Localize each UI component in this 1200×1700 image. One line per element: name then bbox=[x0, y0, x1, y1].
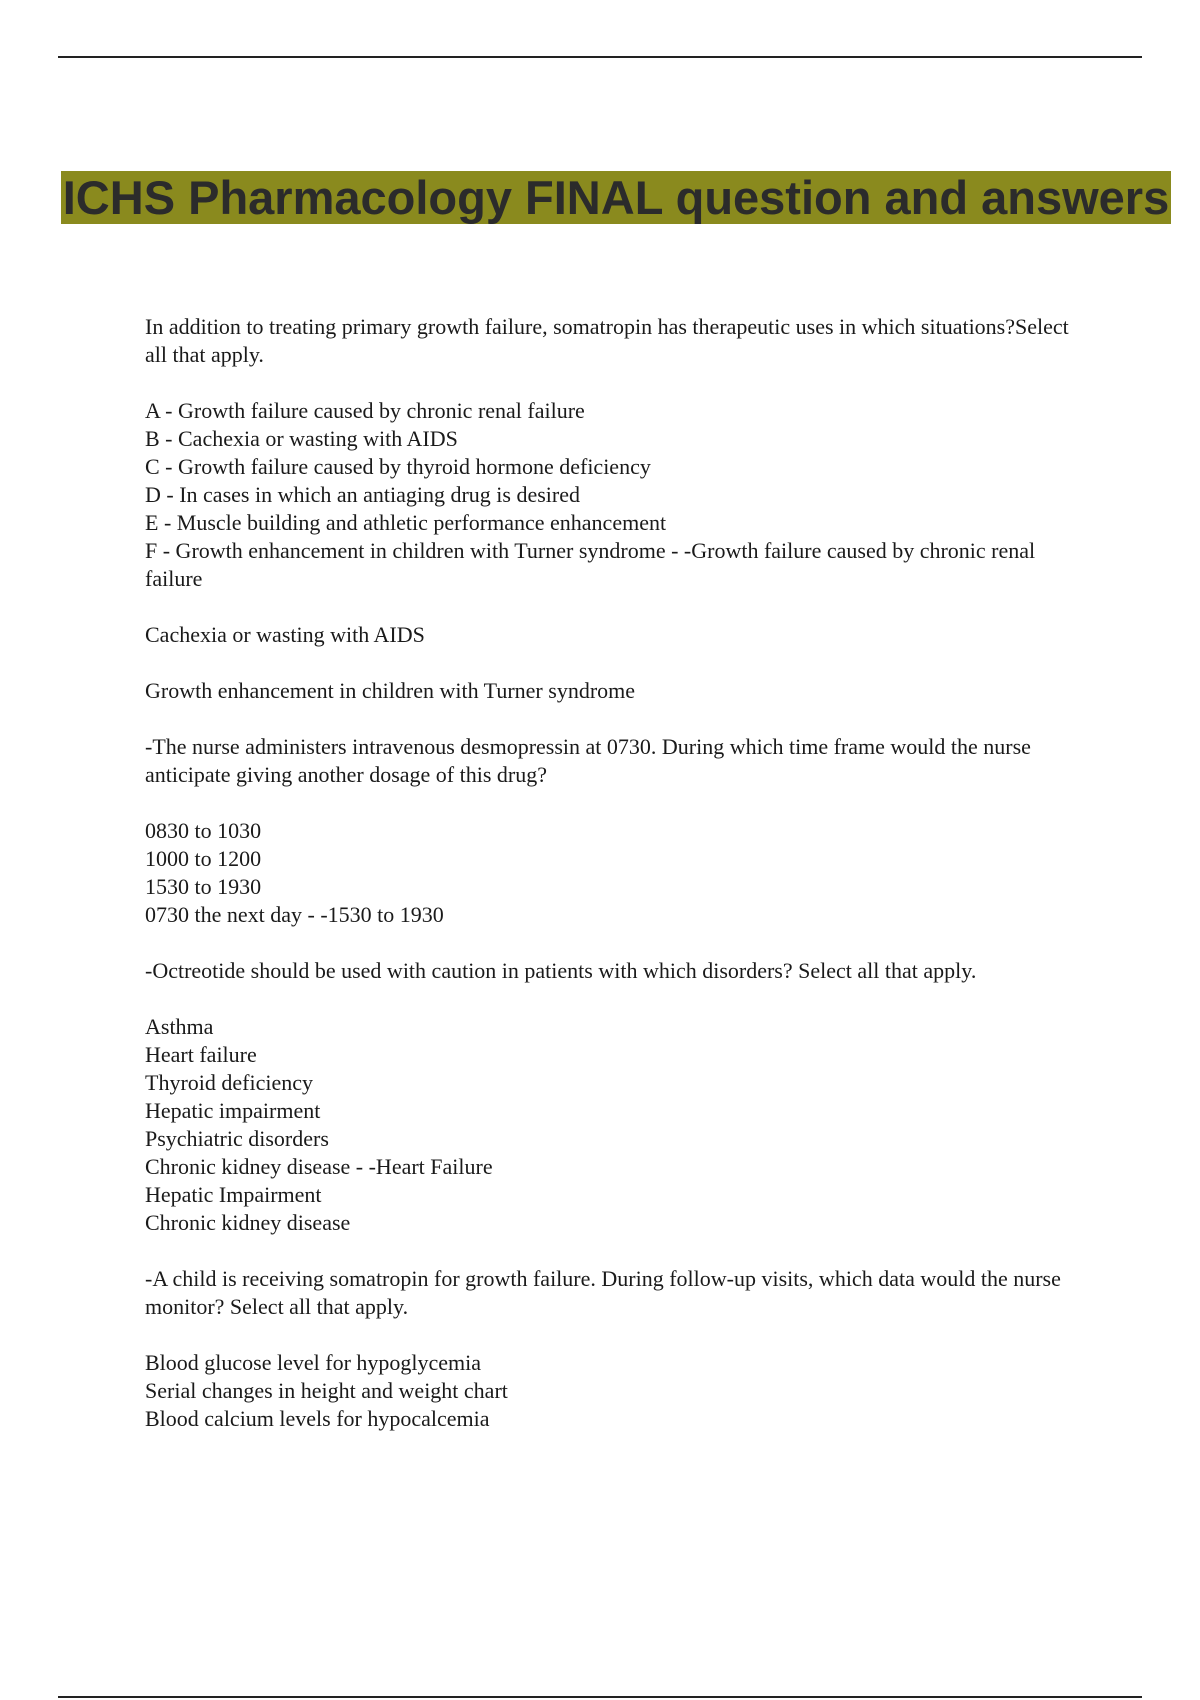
text-line: 0830 to 1030 bbox=[145, 818, 262, 843]
text-block bbox=[145, 677, 1085, 705]
text-line: F - Growth enhancement in children with Turner syndrome - -Growth failure caused by chronic renal failure bbox=[145, 538, 1036, 591]
title-highlight: ICHS Pharmacology FINAL question and answers bbox=[62, 171, 1170, 224]
text-line: Thyroid deficiency bbox=[145, 1070, 313, 1095]
text-block bbox=[145, 1265, 1085, 1321]
text-line: Blood glucose level for hypoglycemia bbox=[145, 1350, 482, 1375]
text-block bbox=[145, 957, 1085, 985]
text-line: Growth enhancement in children with Turner syndrome bbox=[145, 678, 636, 703]
text-line: Heart failure bbox=[145, 1042, 257, 1067]
text-line: 1000 to 1200 bbox=[145, 846, 262, 871]
text-line: Serial changes in height and weight chart bbox=[145, 1378, 508, 1403]
text-line: C - Growth failure caused by thyroid hormone deficiency bbox=[145, 454, 651, 479]
text-block bbox=[145, 817, 1085, 929]
text-line: Chronic kidney disease bbox=[145, 1210, 351, 1235]
text-line: 1530 to 1930 bbox=[145, 874, 262, 899]
document-body bbox=[145, 313, 1085, 1461]
text-line: 0730 the next day - -1530 to 1930 bbox=[145, 902, 444, 927]
text-line: B - Cachexia or wasting with AIDS bbox=[145, 426, 458, 451]
document-title bbox=[60, 170, 1172, 226]
text-line: -The nurse administers intravenous desmopressin at 0730. During which time frame would the nurse anticipate giving another dosage of this drug? bbox=[145, 734, 1031, 787]
text-block bbox=[145, 313, 1085, 369]
text-block bbox=[145, 621, 1085, 649]
bottom-horizontal-rule bbox=[58, 1696, 1142, 1698]
top-horizontal-rule bbox=[58, 56, 1142, 58]
text-line: Chronic kidney disease - -Heart Failure bbox=[145, 1154, 493, 1179]
text-line: A - Growth failure caused by chronic renal failure bbox=[145, 398, 585, 423]
text-line: In addition to treating primary growth failure, somatropin has therapeutic uses in which situations?Select all that apply. bbox=[145, 314, 1069, 367]
text-block bbox=[145, 733, 1085, 789]
text-line: Asthma bbox=[145, 1014, 214, 1039]
text-line: D - In cases in which an antiaging drug is desired bbox=[145, 482, 580, 507]
text-block bbox=[145, 1013, 1085, 1237]
text-line: Psychiatric disorders bbox=[145, 1126, 329, 1151]
text-line: Hepatic impairment bbox=[145, 1098, 321, 1123]
text-block bbox=[145, 397, 1085, 593]
text-line: Blood calcium levels for hypocalcemia bbox=[145, 1406, 490, 1431]
text-line: -A child is receiving somatropin for growth failure. During follow-up visits, which data would the nurse monitor? Select all that apply. bbox=[145, 1266, 1061, 1319]
text-line: Cachexia or wasting with AIDS bbox=[145, 622, 425, 647]
text-line: E - Muscle building and athletic performance enhancement bbox=[145, 510, 667, 535]
text-line: -Octreotide should be used with caution in patients with which disorders? Select all that apply. bbox=[145, 958, 977, 983]
text-block bbox=[145, 1349, 1085, 1433]
text-line: Hepatic Impairment bbox=[145, 1182, 322, 1207]
